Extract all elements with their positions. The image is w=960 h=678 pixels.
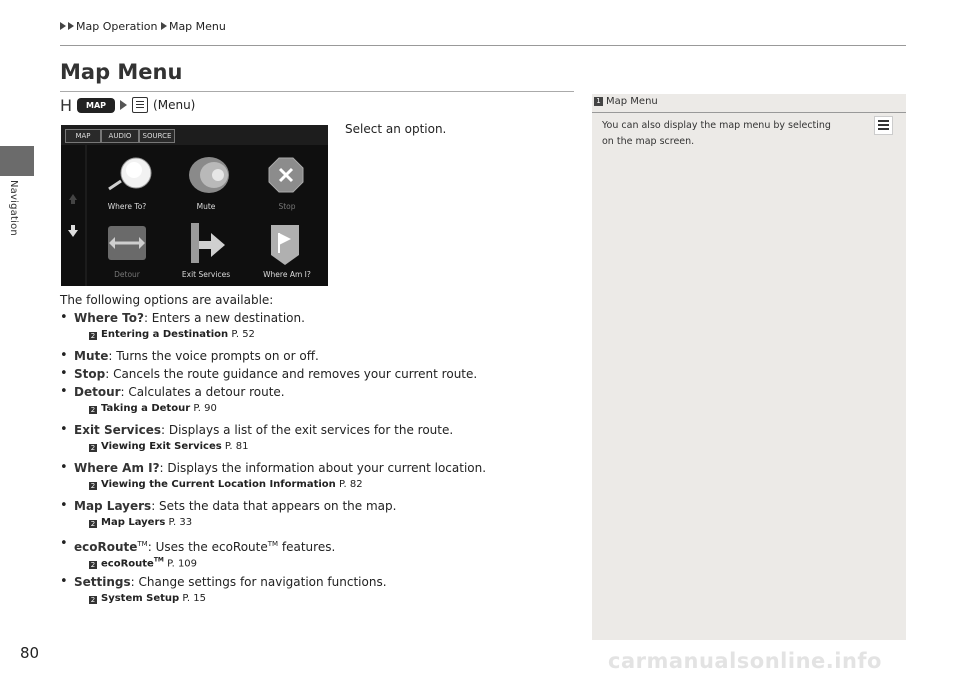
speaker-icon bbox=[189, 157, 229, 193]
screen-map-tab: MAP bbox=[65, 129, 101, 143]
path-arrow-icon bbox=[120, 100, 127, 110]
menu-icon bbox=[874, 116, 893, 135]
cross-reference-link[interactable]: 2 Viewing Exit Services P. 81 bbox=[90, 441, 249, 452]
section-tab-marker bbox=[0, 146, 34, 176]
reference-arrow-icon: 2 bbox=[90, 332, 96, 340]
header-divider bbox=[60, 45, 906, 46]
title-divider bbox=[60, 91, 574, 92]
screen-label-detour: Detour bbox=[114, 270, 140, 279]
list-item: • Stop: Cancels the route guidance and removes your current route. bbox=[60, 365, 580, 383]
section-tab-label: Navigation bbox=[8, 180, 19, 236]
reference-arrow-icon: 2 bbox=[90, 482, 96, 490]
reference-arrow-icon: 2 bbox=[90, 561, 96, 570]
screen-label-exit-services: Exit Services bbox=[181, 270, 231, 279]
list-item: • Where To?: Enters a new destination. bbox=[60, 309, 580, 327]
sidebar-note bbox=[592, 94, 906, 640]
list-item: • Settings: Change settings for navigation functions. bbox=[60, 573, 580, 591]
breadcrumb-arrow-icon bbox=[68, 22, 74, 30]
breadcrumb-arrow-icon bbox=[161, 22, 167, 30]
cross-reference-link[interactable]: 2 Map Layers P. 33 bbox=[90, 517, 193, 528]
watermark: carmanualsonline.info bbox=[608, 649, 882, 673]
button-path bbox=[60, 95, 195, 115]
reference-arrow-icon: 2 bbox=[90, 596, 96, 604]
cross-reference-link[interactable]: 2 ecoRoute™ P. 109 bbox=[90, 557, 198, 570]
note-number-icon: 1 bbox=[594, 97, 603, 106]
screen-label-where-am-i: Where Am I? bbox=[263, 270, 311, 279]
cross-reference-link[interactable]: 2 Entering a Destination P. 52 bbox=[90, 329, 255, 340]
cross-reference-link[interactable]: 2 Taking a Detour P. 90 bbox=[90, 403, 217, 414]
menu-icon bbox=[132, 97, 148, 113]
breadcrumb bbox=[60, 20, 226, 33]
options-list bbox=[60, 291, 580, 611]
screen-label-stop: Stop bbox=[278, 202, 296, 211]
screen-audio-tab: AUDIO bbox=[101, 129, 139, 143]
sidebar-text: You can also display the map menu by selecting on the map screen. bbox=[602, 120, 831, 147]
screen-source-tab: SOURCE bbox=[139, 129, 175, 143]
nav-screen-image bbox=[61, 125, 328, 286]
reference-arrow-icon: 2 bbox=[90, 444, 96, 452]
page-number: 80 bbox=[20, 644, 40, 662]
cross-reference-link[interactable]: 2 System Setup P. 15 bbox=[90, 593, 206, 604]
menu-label: (Menu) bbox=[153, 98, 196, 112]
list-item: • Where Am I?: Displays the information about your current location. bbox=[60, 459, 580, 477]
screen-label-mute: Mute bbox=[196, 202, 216, 211]
breadcrumb-item[interactable]: Map Operation bbox=[76, 20, 158, 33]
list-item: • Mute: Turns the voice prompts on or off. bbox=[60, 347, 580, 365]
breadcrumb-item[interactable]: Map Menu bbox=[168, 20, 226, 33]
detour-icon bbox=[108, 226, 146, 260]
screen-label-where-to: Where To? bbox=[107, 202, 147, 211]
list-item: • ecoRoute™: Uses the ecoRoute™ features. bbox=[60, 535, 580, 553]
cross-reference-link[interactable]: 2 Viewing the Current Location Information P. 82 bbox=[90, 479, 363, 490]
sidebar-heading: 1 Map Menu bbox=[592, 95, 906, 113]
breadcrumb-arrow-icon bbox=[60, 22, 66, 30]
home-button-icon: H bbox=[60, 95, 73, 115]
list-item: • Map Layers: Sets the data that appears on the map. bbox=[60, 497, 580, 515]
page-title: Map Menu bbox=[60, 60, 183, 84]
map-button-icon: MAP bbox=[77, 98, 115, 113]
list-item: • Detour: Calculates a detour route. bbox=[60, 383, 580, 401]
reference-arrow-icon: 2 bbox=[90, 520, 96, 528]
stop-icon bbox=[269, 158, 303, 192]
options-intro: The following options are available: bbox=[60, 293, 274, 307]
list-item: • Exit Services: Displays a list of the exit services for the route. bbox=[60, 421, 580, 439]
select-instruction: Select an option. bbox=[345, 122, 447, 136]
reference-arrow-icon: 2 bbox=[90, 406, 96, 414]
